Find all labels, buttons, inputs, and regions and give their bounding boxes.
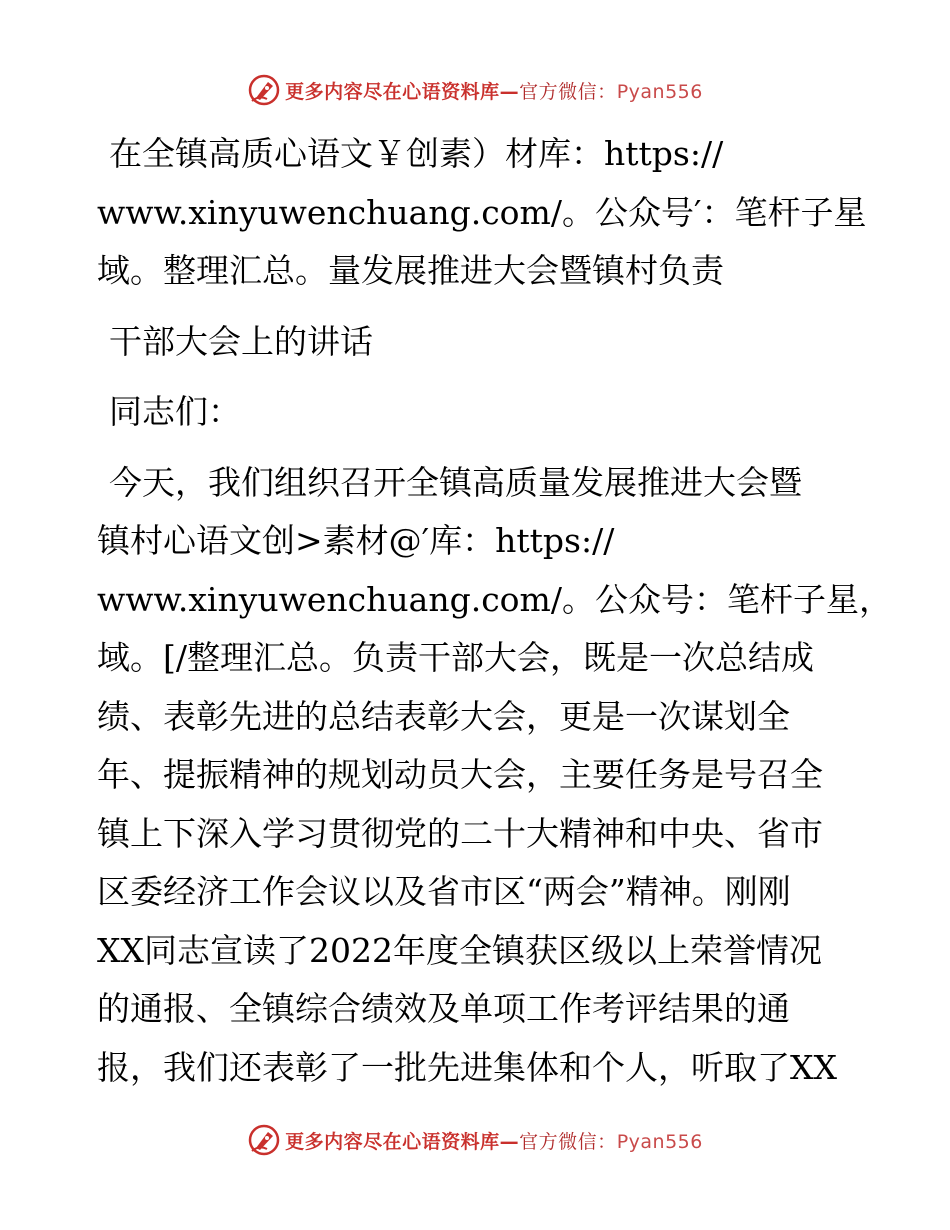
text-line: 域。[/整理汇总。负责干部大会，既是一次总结成 xyxy=(97,638,814,677)
text-line: www.xinyuwenchuang.com/。公众号：笔杆子星， xyxy=(97,579,892,619)
banner-wechat-label: 官方微信： xyxy=(519,1130,617,1153)
banner-dash: — xyxy=(499,1130,520,1153)
text-line: 的通报、全镇综合绩效及单项工作考评结果的通 xyxy=(97,989,790,1028)
text-line: 镇村心语文创>素材@′库：https:// xyxy=(97,521,615,560)
header-watermark-banner xyxy=(0,70,950,110)
document-body xyxy=(97,125,892,1097)
text-line: 干部大会上的讲话 xyxy=(109,321,373,361)
salutation-paragraph xyxy=(97,383,867,442)
text-line: 域。整理汇总。量发展推进大会暨镇村负责 xyxy=(97,251,724,290)
text-line: 今天，我们组织召开全镇高质量发展推进大会暨 xyxy=(109,462,802,502)
banner-wechat-label: 官方微信： xyxy=(519,80,617,103)
footer-watermark-banner xyxy=(0,1120,950,1160)
text-line: 绩、表彰先进的总结表彰大会，更是一次谋划全 xyxy=(97,696,790,736)
text-line: XX同志宣读了2022年度全镇获区级以上荣誉情况 xyxy=(97,930,822,970)
pen-nib-logo-icon xyxy=(247,73,281,107)
banner-dash: — xyxy=(499,80,520,103)
text-line: 年、提振精神的规划动员大会，主要任务是号召全 xyxy=(97,755,823,794)
body-paragraph xyxy=(97,454,892,1098)
text-line: 报，我们还表彰了一批先进集体和个人，听取了XX xyxy=(97,1047,837,1087)
text-line: 同志们： xyxy=(109,392,241,431)
banner-brand-text: 更多内容尽在心语资料库 xyxy=(285,1130,500,1153)
pen-nib-logo-icon xyxy=(247,1123,281,1157)
document-title-paragraph xyxy=(97,125,867,301)
banner-brand-text: 更多内容尽在心语资料库 xyxy=(285,80,500,103)
text-line: 在全镇高质心语文￥创素）材库：https:// xyxy=(109,134,724,173)
text-line: www.xinyuwenchuang.com/。公众号′：笔杆子星 xyxy=(97,192,867,232)
document-subtitle-paragraph xyxy=(97,313,867,372)
text-line: 镇上下深入学习贯彻党的二十大精神和中央、省市 xyxy=(97,813,823,853)
text-line: 区委经济工作会议以及省市区“两会”精神。刚刚 xyxy=(97,872,791,911)
banner-wechat-id: Pyan556 xyxy=(616,80,703,103)
banner-wechat-id: Pyan556 xyxy=(616,1130,703,1153)
